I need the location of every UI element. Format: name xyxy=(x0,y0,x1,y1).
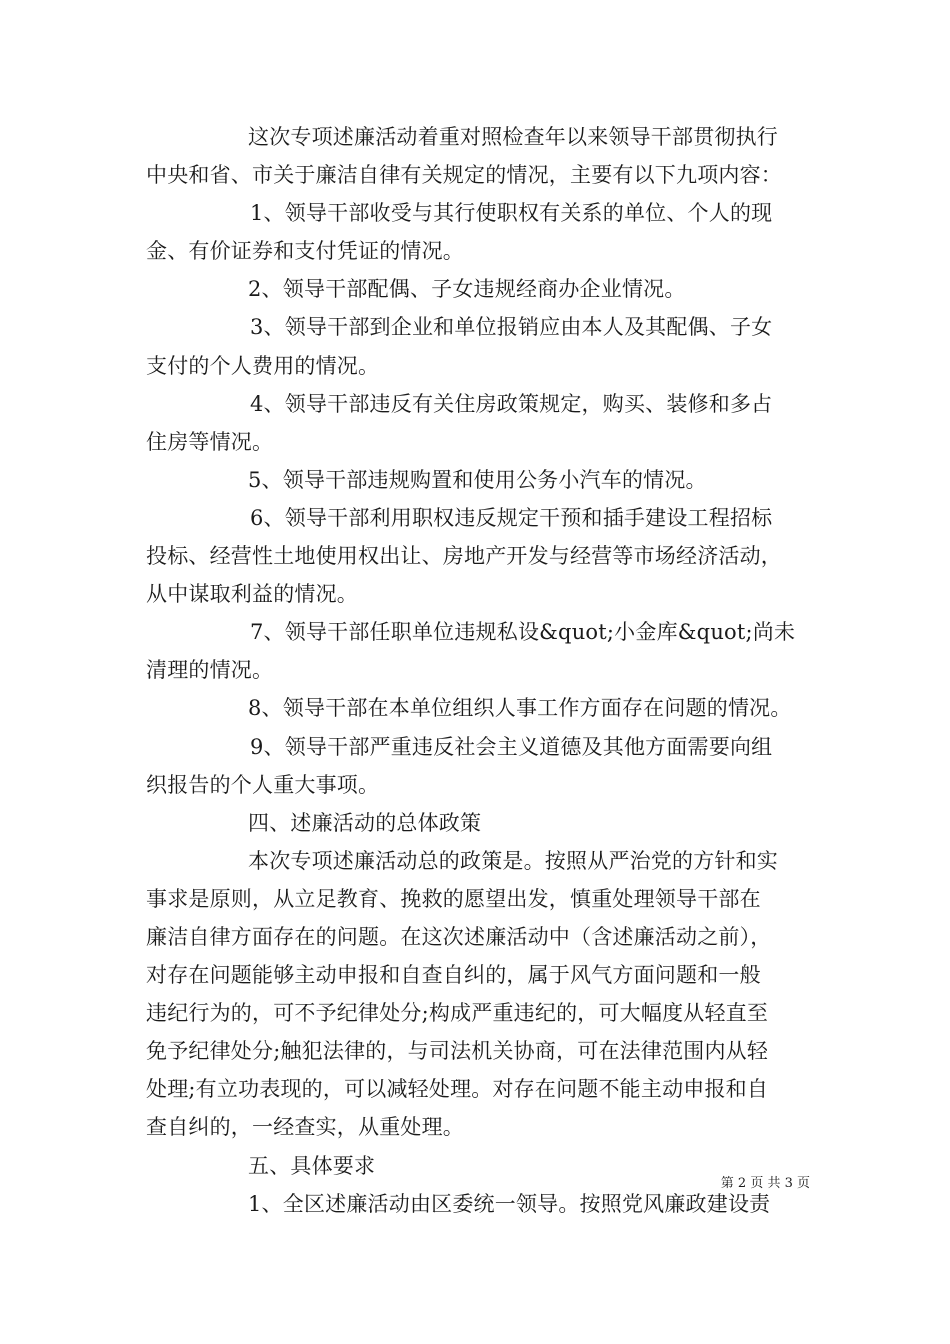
text-line: 这次专项述廉活动着重对照检查年以来领导干部贯彻执行 xyxy=(248,125,778,149)
text-line: 8、领导干部在本单位组织人事工作方面存在问题的情况。 xyxy=(248,696,792,721)
text-line: 金、有价证券和支付凭证的情况。 xyxy=(146,239,464,264)
document-body xyxy=(146,118,816,1223)
text-line: 4、领导干部违反有关住房政策规定，购买、装修和多占 xyxy=(250,391,773,416)
text-line: 2、领导干部配偶、子女违规经商办企业情况。 xyxy=(248,277,686,302)
text-line: 查自纠的，一经查实，从重处理。 xyxy=(146,1115,464,1140)
text-line: 事求是原则，从立足教育、挽救的愿望出发，慎重处理领导干部在 xyxy=(146,886,761,911)
text-line: 5、领导干部违规购置和使用公务小汽车的情况。 xyxy=(248,467,707,492)
text-line: 1、全区述廉活动由区委统一领导。按照党风廉政建设责 xyxy=(248,1191,771,1216)
text-line: 投标、经营性土地使用权出让、房地产开发与经营等市场经济活动， xyxy=(146,544,782,569)
text-line: 对存在问题能够主动申报和自查自纠的，属于风气方面问题和一般 xyxy=(146,963,761,988)
text-line: 五、具体要求 xyxy=(248,1153,376,1178)
text-line: 处理;有立功表现的，可以减轻处理。对存在问题不能主动申报和自 xyxy=(146,1077,769,1102)
text-line: 支付的个人费用的情况。 xyxy=(146,353,380,378)
text-line: 织报告的个人重大事项。 xyxy=(146,772,380,797)
page-number-footer: 第 2 页 共 3 页 xyxy=(720,1176,810,1191)
text-line: 免予纪律处分;触犯法律的，与司法机关协商，可在法律范围内从轻 xyxy=(146,1039,769,1064)
text-line: 从中谋取利益的情况。 xyxy=(146,582,358,607)
text-line: 清理的情况。 xyxy=(146,658,274,683)
text-line: 7、领导干部任职单位违规私设&quot;小金库&quot;尚未 xyxy=(250,620,796,645)
text-line: 9、领导干部严重违反社会主义道德及其他方面需要向组 xyxy=(250,734,773,759)
text-line: 6、领导干部利用职权违反规定干预和插手建设工程招标 xyxy=(250,505,773,530)
text-line: 住房等情况。 xyxy=(146,429,274,454)
text-line: 中央和省、市关于廉洁自律有关规定的情况，主要有以下九项内容： xyxy=(146,163,782,188)
text-line: 违纪行为的，可不予纪律处分;构成严重违纪的，可大幅度从轻直至 xyxy=(146,1001,769,1026)
text-line: 本次专项述廉活动总的政策是。按照从严治党的方针和实 xyxy=(248,848,778,873)
text-line: 3、领导干部到企业和单位报销应由本人及其配偶、子女 xyxy=(250,315,773,340)
text-line: 四、述廉活动的总体政策 xyxy=(248,810,482,835)
text-line: 廉洁自律方面存在的问题。在这次述廉活动中（含述廉活动之前）， xyxy=(146,924,772,949)
text-line: 1、领导干部收受与其行使职权有关系的单位、个人的现 xyxy=(250,201,773,226)
